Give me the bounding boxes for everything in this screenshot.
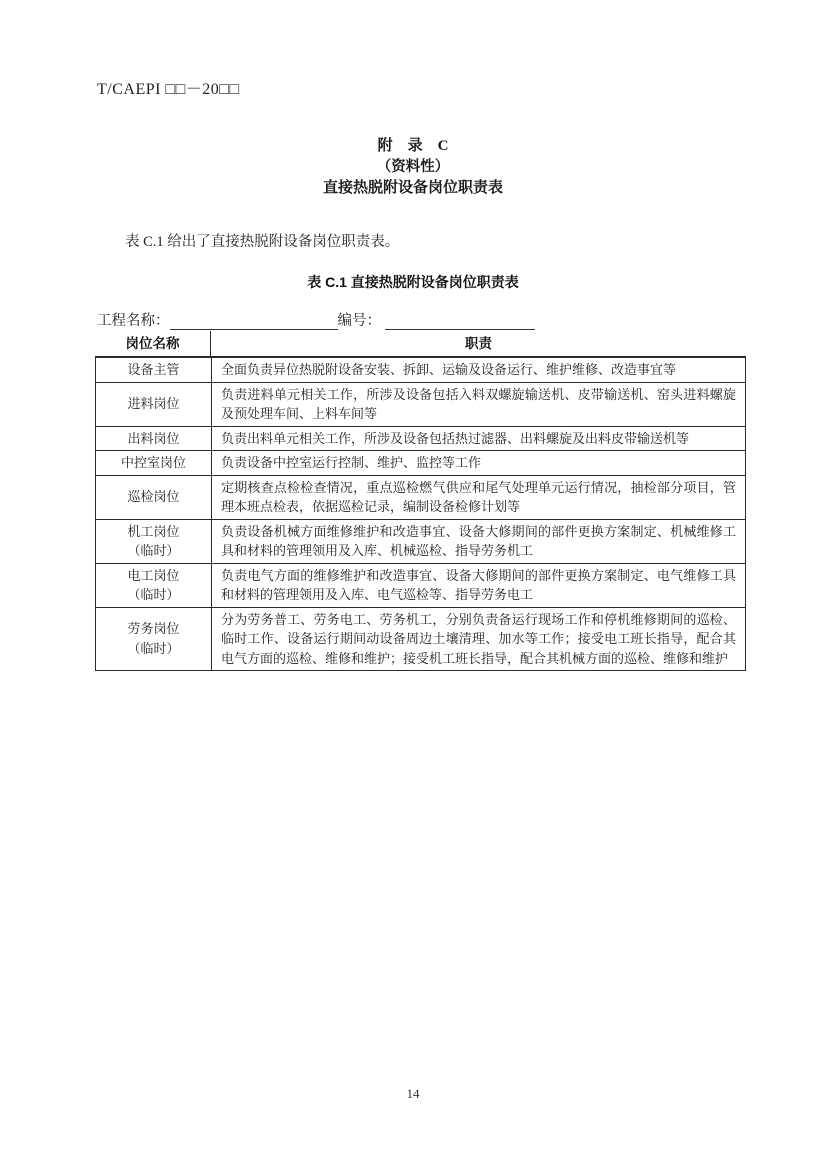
table-row — [96, 450, 745, 475]
position-cell — [96, 383, 212, 426]
table-row — [96, 475, 745, 519]
number-blank — [385, 314, 535, 330]
position-cell — [96, 564, 212, 607]
appendix-title-block — [0, 136, 826, 199]
position-cell — [96, 451, 212, 475]
position-name: 设备主管 — [127, 362, 180, 377]
standard-number-header: T/CAEPI □□－20□□ — [97, 81, 240, 98]
position-name: 劳务岗位 — [127, 621, 180, 637]
table-row — [96, 563, 745, 607]
duty-cell: 分为劳务普工、劳务电工、劳务机工，分别负责备运行现场工作和停机维修期间的巡检、临时工作、设备运行期间动设备周边土壤清理、加水等工作；接受电工班长指导，配合其电气方面的巡检、维修和维护；接受机工班长指导，配合其机械方面的巡检、维修和维护 — [221, 611, 736, 666]
table-row — [96, 382, 745, 426]
position-name: 进料岗位 — [127, 396, 180, 412]
position-cell — [96, 520, 212, 563]
appendix-title: 附 录 C — [377, 138, 449, 154]
position-name: 出料岗位 — [127, 430, 180, 446]
position-name: 机工岗位 — [127, 523, 180, 539]
header-position: 岗位名称 — [95, 331, 211, 356]
table-row — [96, 519, 745, 563]
position-cell — [96, 427, 212, 451]
project-name-label: 工程名称： — [97, 313, 170, 329]
appendix-subtitle: （资料性） — [376, 159, 450, 175]
position-cell — [96, 608, 212, 671]
table-row — [96, 607, 745, 671]
duty-cell: 定期核查点检检查情况，重点巡检燃气供应和尾气处理单元运行情况，抽检部分项目，管理本班点检表，依据巡检记录，编制设备检修计划等 — [221, 479, 736, 514]
table-body — [95, 356, 746, 671]
intro-paragraph: 表 C.1 给出了直接热脱附设备岗位职责表。 — [125, 234, 400, 250]
number-label: 编号： — [337, 313, 381, 329]
position-suffix: （临时） — [127, 587, 180, 602]
table-row — [96, 358, 745, 382]
position-cell — [96, 358, 212, 382]
duty-cell: 负责电气方面的维修维护和改造事宜、设备大修期间的部件更换方案制定、电气维修工具和材料的管理领用及入库、电气巡检等、指导劳务电工 — [221, 567, 736, 602]
table-caption: 表 C.1 直接热脱附设备岗位职责表 — [307, 274, 519, 290]
page-number: 14 — [406, 1086, 420, 1101]
duty-cell: 负责进料单元相关工作，所涉及设备包括入料双螺旋输送机、皮带输送机、窑头进料螺旋及预处理车间、上料车间等 — [221, 386, 736, 421]
position-name: 中控室岗位 — [120, 455, 186, 470]
position-cell — [96, 476, 212, 519]
duty-table — [95, 331, 746, 671]
header-duty: 职责 — [465, 336, 492, 351]
table-row — [96, 426, 745, 451]
form-line — [97, 309, 535, 330]
duty-cell: 负责设备机械方面维修维护和改造事宜、设备大修期间的部件更换方案制定、机械维修工具和材料的管理领用及入库、机械巡检、指导劳务机工 — [221, 523, 736, 558]
position-suffix: （临时） — [127, 640, 180, 656]
position-suffix: （临时） — [127, 543, 180, 558]
appendix-heading: 直接热脱附设备岗位职责表 — [322, 180, 503, 196]
table-header-row — [95, 331, 746, 356]
project-name-blank — [170, 314, 338, 330]
position-name: 电工岗位 — [127, 567, 180, 583]
duty-cell: 负责出料单元相关工作，所涉及设备包括热过滤器、出料螺旋及出料皮带输送机等 — [221, 430, 690, 446]
position-name: 巡检岗位 — [127, 489, 180, 505]
duty-cell: 全面负责异位热脱附设备安装、拆卸、运输及设备运行、维护维修、改造事宜等 — [221, 362, 677, 377]
duty-cell: 负责设备中控室运行控制、维护、监控等工作 — [221, 455, 482, 470]
